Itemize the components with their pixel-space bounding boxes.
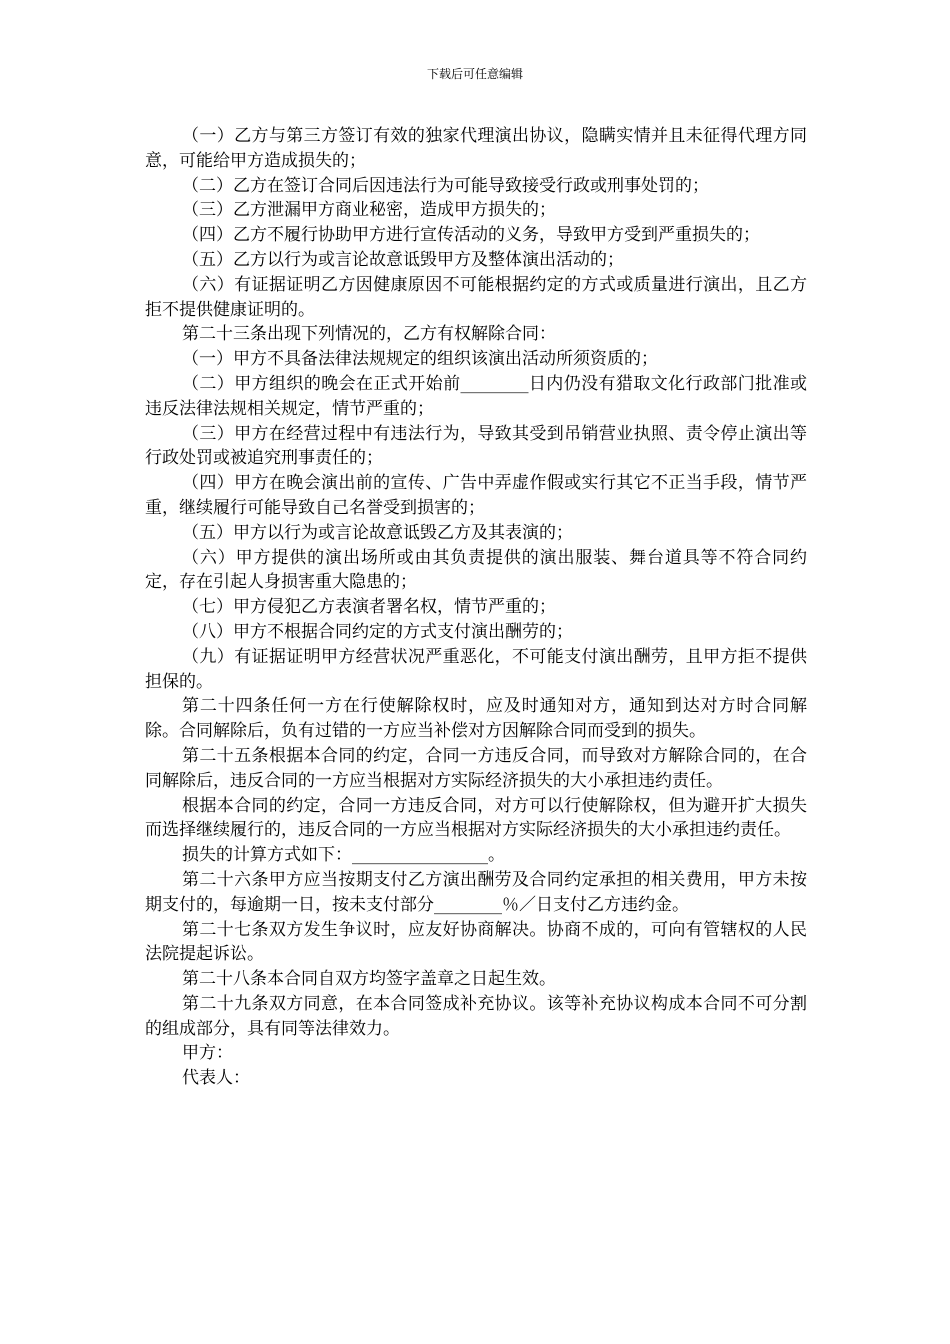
clause-paragraph: （六）甲方提供的演出场所或由其负责提供的演出服装、舞台道具等不符合同约定，存在引起人身损害重大隐患的； — [145, 547, 807, 593]
clause-paragraph: （三）甲方在经营过程中有违法行为，导致其受到吊销营业执照、责令停止演出等行政处罚或被追究刑事责任的； — [145, 423, 807, 469]
clause-paragraph: （五）甲方以行为或言论故意诋毁乙方及其表演的； — [182, 522, 573, 543]
article-26: 第二十六条甲方应当按期支付乙方演出酬劳及合同约定承担的相关费用，甲方未按期支付的，每逾期一日，按未支付部分________％／日支付乙方违约金。 — [145, 869, 807, 915]
clause-paragraph: （一）甲方不具备法律法规规定的组织该演出活动所须资质的； — [182, 349, 658, 370]
article-25: 第二十五条根据本合同的约定，合同一方违反合同，而导致对方解除合同的，在合同解除后，违反合同的一方应当根据对方实际经济损失的大小承担违约责任。 — [145, 745, 807, 791]
clause-paragraph: （九）有证据证明甲方经营状况严重恶化，不可能支付演出酬劳，且甲方拒不提供担保的。 — [145, 646, 807, 692]
article-27: 第二十七条双方发生争议时，应友好协商解决。协商不成的，可向有管辖权的人民法院提起诉讼。 — [145, 919, 807, 965]
article-23-heading: 第二十三条出现下列情况的，乙方有权解除合同： — [182, 324, 556, 345]
document-body — [145, 124, 807, 1091]
clause-paragraph: （八）甲方不根据合同约定的方式支付演出酬劳的； — [182, 621, 573, 642]
clause-paragraph: （四）甲方在晚会演出前的宣传、广告中弄虚作假或实行其它不正当手段，情节严重，继续履行可能导致自己名誉受到损害的； — [145, 473, 807, 518]
clause-paragraph: （一）乙方与第三方签订有效的独家代理演出协议，隐瞒实情并且未征得代理方同意，可能给甲方造成损失的； — [145, 126, 807, 171]
clause-paragraph: （七）甲方侵犯乙方表演者署名权，情节严重的； — [182, 597, 556, 618]
party-a-signature-label: 甲方： — [182, 1043, 233, 1064]
article-28: 第二十八条本合同自双方均签字盖章之日起生效。 — [182, 969, 556, 990]
article-25-continued: 根据本合同的约定，合同一方违反合同，对方可以行使解除权，但为避开扩大损失而选择继续履行的，违反合同的一方应当根据对方实际经济损失的大小承担违约责任。 — [145, 795, 807, 841]
loss-calculation-line: 损失的计算方式如下：________________。 — [182, 845, 505, 866]
article-24: 第二十四条任何一方在行使解除权时，应及时通知对方，通知到达对方时合同解除。合同解除后，负有过错的一方应当补偿对方因解除合同而受到的损失。 — [145, 696, 807, 742]
clause-paragraph: （六）有证据证明乙方因健康原因不可能根据约定的方式或质量进行演出，且乙方拒不提供健康证明的。 — [145, 274, 807, 320]
clause-paragraph: （二）乙方在签订合同后因违法行为可能导致接受行政或刑事处罚的； — [182, 175, 709, 196]
representative-signature-label: 代表人： — [182, 1068, 250, 1089]
article-29: 第二十九条双方同意，在本合同签成补充协议。该等补充协议构成本合同不可分割的组成部分，具有同等法律效力。 — [145, 993, 807, 1039]
clause-paragraph: （四）乙方不履行协助甲方进行宣传活动的义务，导致甲方受到严重损失的； — [182, 225, 760, 246]
clause-paragraph: （三）乙方泄漏甲方商业秘密，造成甲方损失的； — [182, 200, 556, 221]
clause-paragraph: （二）甲方组织的晚会在正式开始前________日内仍没有猎取文化行政部门批准或违反法律法规相关规定，情节严重的； — [145, 373, 807, 419]
clause-paragraph: （五）乙方以行为或言论故意诋毁甲方及整体演出活动的； — [182, 249, 624, 270]
page-header: 下载后可任意编辑 — [426, 67, 523, 81]
